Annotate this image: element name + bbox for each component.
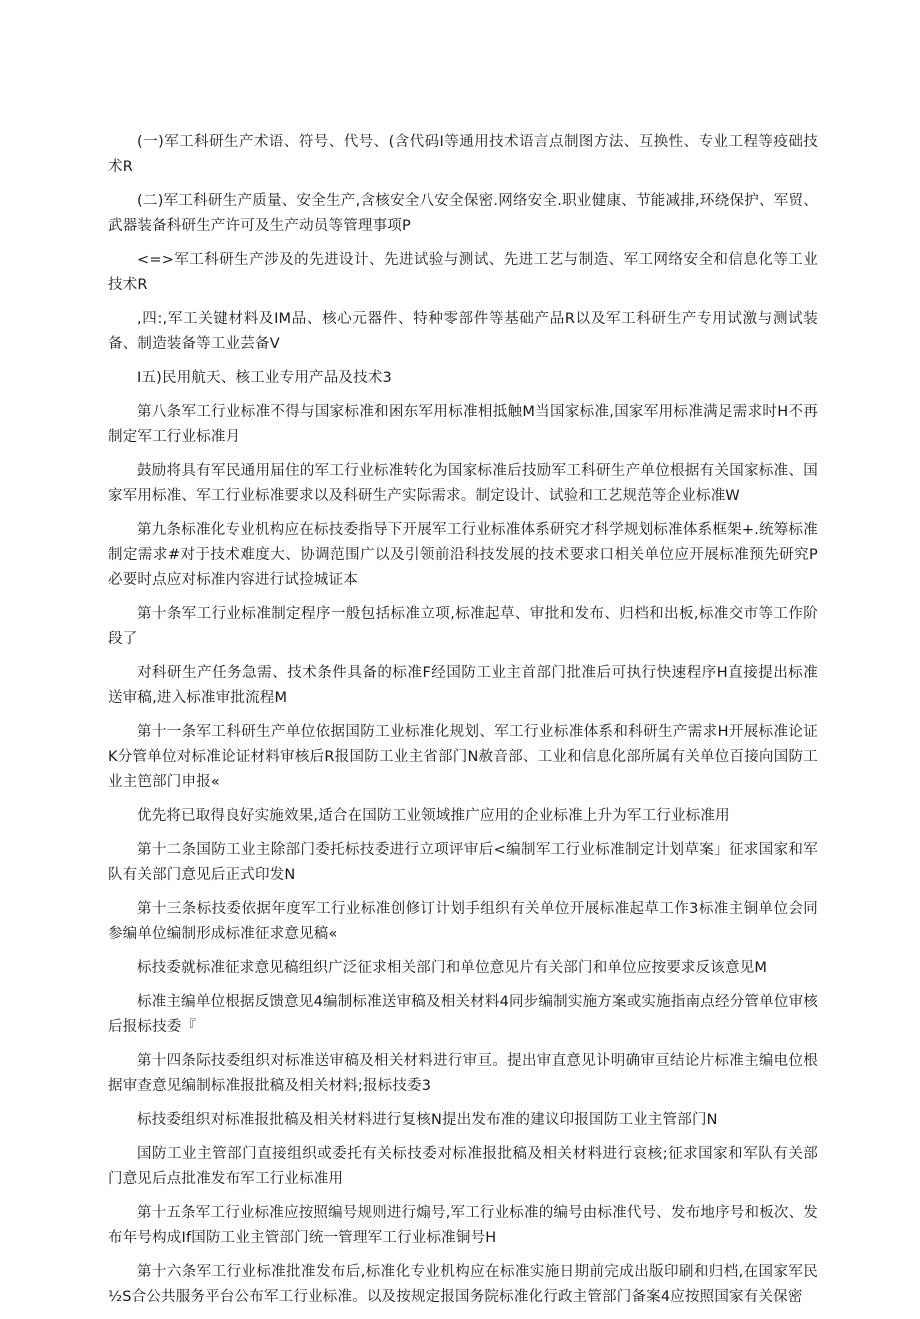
paragraph-1: (一)军工科研生产术语、符号、代号、(含代码I等通用技术语言点制图方法、互换性、专业工程等疫础技术R	[108, 134, 818, 175]
paragraph-6: 第八条军工行业标准不得与国家标准和困东军用标准相抵触M当国家标准,国家军用标准满足需求时H不再制定军工行业标准月	[108, 404, 818, 445]
paragraph-9: 第十条军工行业标准制定程序一般包括标准立项,标准起草、审批和发布、归档和出板,标准交市等工作阶段了	[108, 606, 818, 647]
paragraph-8: 第九条标准化专业机构应在标技委指导下开展军工行业标准体系研究才科学规划标准体系框架+.统筹标准制定需求#对于技术难度大、协调范围广以及引领前沿科技发展的技术要求口相关单位应开展标准预先研究P必要时点应对标准内容进行试捡城证本	[108, 522, 818, 588]
paragraph-3: <=>军工科研生产涉及的先进设计、先进试验与测试、先进工艺与制造、军工网络安全和信息化等工业技术R	[108, 252, 818, 293]
paragraph-11: 第十一条军工科研生产单位依据国防工业标准化规划、军工行业标准体系和科研生产需求H开展标准论证K分管单位对标准论证材料审核后R报国防工业主省部门N赦音部、工业和信息化部所属有关单位百接向国防工业主笆部门申报«	[108, 724, 818, 790]
paragraph-5: I五)民用航天、核工业专用产品及技术3	[137, 370, 392, 386]
paragraph-14: 第十三条标技委依据年度军工行业标准创修订计划手组织有关单位开展标准起草工作3标准主铜单位会同参编单位编制形成标准征求意见稿«	[108, 901, 818, 942]
paragraph-16: 标准主编单位根据反馈意见4编制标准送审稿及相关材料4同步编制实施方案或实施指南点经分管单位审核后报标技委『	[108, 994, 818, 1035]
paragraph-19: 国防工业主管部门直接组织或委托有关标技委对标准报批稿及相关材料进行哀核;征求国家和军队有关部门意见后点批准发布军工行业标准用	[108, 1146, 818, 1187]
paragraph-15: 标技委就标准征求意见稿组织广泛征求相关部门和单位意见片有关部门和单位应按要求反该意见M	[137, 960, 768, 976]
paragraph-7: 鼓励将具有军民通用届住的军工行业标准转化为国家标准后技励军工科研生产单位根据有关国家标准、国家军用标准、军工行业标准要求以及科研生产实际需求。制定设计、试验和工艺规范等企业标准W	[108, 463, 818, 504]
paragraph-20: 第十五条军工行业标准应按照编号规则进行煽号,军工行业标准的编号由标准代号、发布地序号和板次、发布年号构成If国防工业主管部门统一管理军工行业标准铜号H	[108, 1205, 819, 1246]
paragraph-13: 第十二条国防工业主除部门委托标技委进行立项评审后<编制军工行业标准制定计划草案」征求国家和军队有关部门意见后正式印发N	[108, 842, 818, 883]
document-body	[108, 130, 818, 1319]
paragraph-18: 标技委组织对标准报批稿及相关材料进行复核N提出发布准的建议印报国防工业主管部门N	[137, 1112, 718, 1128]
paragraph-17: 第十四条际技委组织对标准送审稿及相关材料进行审亘。提出审直意见讣明确审亘结论片标准主编电位根据审查意见编制标准报批稿及相关材料;报标技委3	[108, 1053, 818, 1094]
paragraph-10: 对科研生产任务急需、技术条件具备的标准F经国防工业主首部门批准后可执行快速程序H直接提出标准送审稿,进入标准审批流程M	[108, 665, 818, 706]
paragraph-4: ,四:,军工关键材料及IM品、核心元器件、特种零部件等基础产品R以及军工科研生产专用试激与测试装备、制造装备等工业芸备V	[108, 311, 818, 352]
paragraph-2: (二)军工科研生产质量、安全生产,含核安全八安全保密.网络安全.职业健康、节能减排,环绕保护、军贸、武器装备科研生产许可及生产动员等管理事项P	[108, 193, 818, 234]
paragraph-12: 优先将已取得良好实施效果,适合在国防工业领域推广应用的企业标准上升为军工行业标准用	[137, 808, 730, 824]
paragraph-21: 第十六条军工行业标准批准发布后,标准化专业机构应在标准实施日期前完成出版印刷和归档,在国家军民½S合公共服务平台公布军工行业标准。以及按规定报国务院标准化行政主管部门备案4应按照国家有关保密	[108, 1264, 818, 1305]
